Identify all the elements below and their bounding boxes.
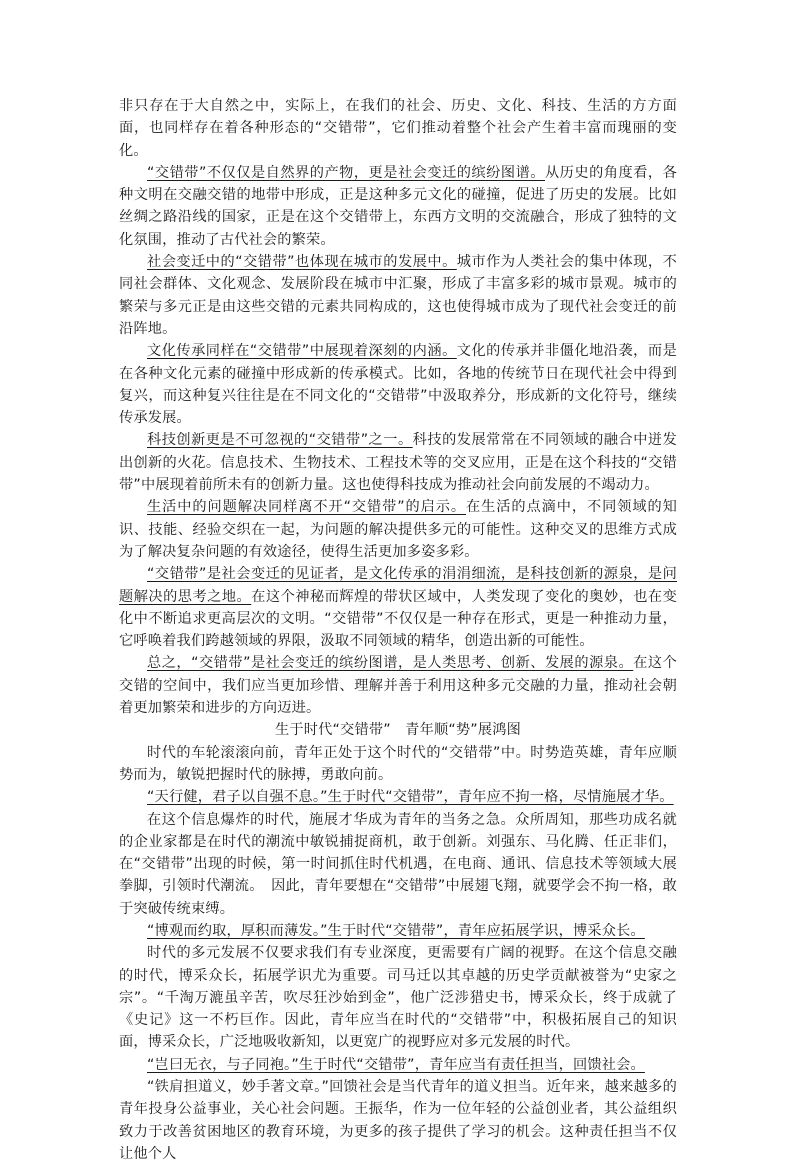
subheading-paragraph <box>119 920 677 942</box>
paragraph-text: 城市作为人类社会的集中体现，不同社会群体、文化观念、发展阶段在城市中汇聚，形成了丰富多彩的城市景观。城市的繁荣与多元正是由这些交错的元素共同构成的，这也使得城市成为了现代社会变迁的前沿阵地。 <box>119 254 677 337</box>
paragraph-text: 在生活的点滴中，不同领域的知识、技能、经验交织在一起，为问题的解决提供多元的可能性。这种交叉的思维方式成为了解决复杂问题的有效途径，使得生活更加多姿多彩。 <box>119 499 677 560</box>
underlined-topic-sentence: 生活中的问题解决同样离不开“交错带”的启示。 <box>147 499 467 516</box>
paragraph <box>119 429 677 496</box>
paragraph <box>119 1076 677 1165</box>
paragraph-text: 非只存在于大自然之中，实际上，在我们的社会、历史、文化、科技、生活的方方面面，也同样存在着各种形态的“交错带”，它们推动着整个社会产生着丰富而瑰丽的变化。 <box>119 98 677 159</box>
paragraph <box>119 942 677 1053</box>
paragraph <box>119 809 677 920</box>
underlined-subheading: “天行健，君子以自强不息。”生于时代“交错带”，青年应不拘一格，尽情施展才华。 <box>147 789 674 806</box>
paragraph-text: 文化的传承并非僵化地沿袭，而是在各种文化元素的碰撞中形成新的传承模式。比如，各地的传统节日在现代社会中得到复兴，而这种复兴往往是在不同文化的“交错带”中汲取养分，形成新的文化符号，继续传承发展。 <box>119 343 677 427</box>
underlined-topic-sentence: 社会变迁中的“交错带”也体现在城市的发展中。 <box>147 254 457 271</box>
underlined-topic-sentence: 总之，“交错带”是社会变迁的缤纷图谱，是人类思考、创新、发展的源泉。 <box>147 655 634 672</box>
underlined-topic-sentence: 文化传承同样在“交错带”中展现着深刻的内涵。 <box>147 343 457 360</box>
paragraph-text: 科技的发展常常在不同领域的融合中迸发出创新的火花。信息技术、生物技术、工程技术等的交叉应用，正是在这个科技的“交错带”中展现着前所未有的创新力量。这也使得科技成为推动社会向前发展的不竭动力。 <box>119 432 677 494</box>
underlined-topic-sentence: “交错带”是社会变迁的见证者，是文化传承的涓涓细流，是科技创新的源泉，是问题解决的思考之地。 <box>119 566 677 605</box>
subheading-paragraph <box>119 786 677 808</box>
paragraph <box>119 251 677 340</box>
paragraph <box>119 563 677 652</box>
paragraph-text: 时代的车轮滚滚向前，青年正处于这个时代的“交错带”中。时势造英雄，青年应顺势而为，敏锐把握时代的脉搏，勇敢向前。 <box>119 744 677 783</box>
underlined-topic-sentence: 科技创新更是不可忽视的“交错带”之一。 <box>147 432 413 449</box>
paragraph <box>119 496 677 563</box>
paragraph-text: 在这个神秘而辉煌的带状区域中，人类发现了变化的奥妙，也在变化中不断追求更高层次的文明。“交错带”不仅仅是一种存在形式，更是一种推动力量，它呼唤着我们跨越领域的界限，汲取不同领域的精华，创造出新的可能性。 <box>119 588 677 650</box>
paragraph <box>119 162 677 251</box>
paragraph-text: 在这个交错的空间中，我们应当更加珍惜、理解并善于利用这种多元交融的力量，推动社会朝着更加繁荣和进步的方向迈进。 <box>119 655 677 717</box>
paragraph-text: 时代的多元发展不仅要求我们有专业深度，更需要有广阔的视野。在这个信息交融的时代，博采众长，拓展学识尤为重要。司马迁以其卓越的历史学贡献被誉为“史家之宗”。“千淘万漉虽辛苦，吹尽狂沙始到金”，他广泛涉猎史书，博采众长，终于成就了《史记》这一不朽巨作。因此，青年应当在时代的“交错带”中，积极拓展自己的知识面，博采众长，广泛地吸收新知，以更宽广的视野应对多元发展的时代。 <box>119 945 677 1051</box>
essay-title: 生于时代“交错带” 青年顺“势”展鸿图 <box>274 722 521 739</box>
paragraph-text: 从历史的角度看，各种文明在交融交错的地带中形成，正是这种多元文化的碰撞，促进了历史的发展。比如丝绸之路沿线的国家，正是在这个交错带上，东西方文明的交流融合，形成了独特的文化氛围，推动了古代社会的繁荣。 <box>119 164 677 248</box>
underlined-topic-sentence: “交错带”不仅仅是自然界的产物，更是社会变迁的缤纷图谱。 <box>147 164 545 181</box>
paragraph <box>119 340 677 429</box>
paragraph <box>119 742 677 787</box>
paragraph-text: 在这个信息爆炸的时代，施展才华成为青年的当务之急。众所周知，那些功成名就的企业家都是在时代的潮流中敏锐捕捉商机，敢于创新。刘强东、马化腾、任正非们，在“交错带”出现的时候，第一时间抓住时代机遇，在电商、通讯、信息技术等领域大展拳脚，引领时代潮流。 因此，青年要想在“交错带”中展翅飞翔，就要学会不拘一格，敢于突破传统束缚。 <box>119 811 677 917</box>
paragraph <box>119 652 677 719</box>
paragraph-text: “铁肩担道义，妙手著文章。”回馈社会是当代青年的道义担当。近年来，越来越多的青年投身公益事业，关心社会问题。王振华，作为一位年轻的公益创业者，其公益组织致力于改善贫困地区的教育环境，为更多的孩子提供了学习的机会。这种责任担当不仅让他个人 <box>119 1079 677 1162</box>
underlined-subheading: “博观而约取，厚积而薄发。”生于时代“交错带”，青年应拓展学识，博采众长。 <box>147 922 645 939</box>
subheading-paragraph <box>119 1054 677 1076</box>
underlined-subheading: “岂曰无衣，与子同袍。”生于时代“交错带”，青年应当有责任担当，回馈社会。 <box>147 1056 645 1073</box>
essay-body <box>119 95 677 1165</box>
paragraph-continued <box>119 95 677 162</box>
